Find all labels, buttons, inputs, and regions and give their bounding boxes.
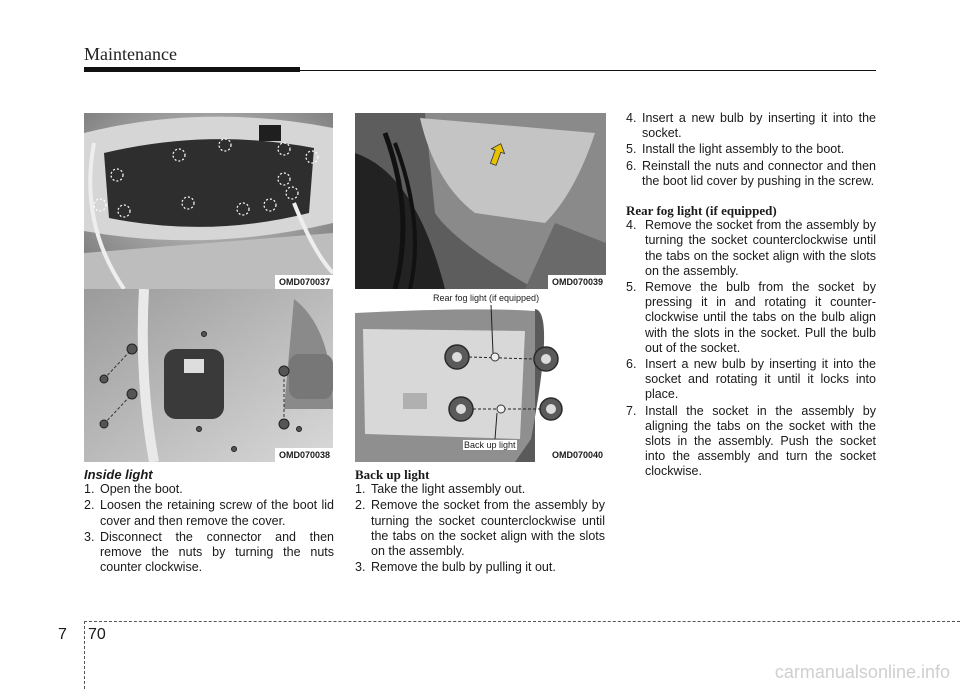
- list-item: [84, 482, 334, 497]
- step-number: 2.: [355, 498, 366, 513]
- list-item: [626, 111, 876, 141]
- inside-light-section: [84, 467, 334, 576]
- list-item: [626, 280, 876, 356]
- right-column-section: [626, 111, 876, 481]
- step-number: 4.: [626, 218, 637, 233]
- figure-boot-lid: [84, 113, 333, 289]
- back-up-light-section: [355, 467, 605, 576]
- list-item: [84, 498, 334, 528]
- header-rule-thick: [84, 67, 300, 72]
- list-item: [626, 404, 876, 480]
- step-text: Disconnect the connector and then remove the nuts by turning the nuts counter clockwise.: [100, 529, 334, 575]
- list-item: [84, 530, 334, 576]
- rear-lamp-illustration: [355, 289, 606, 462]
- step-text: Reinstall the nuts and connector and then the boot lid cover by pushing in the screw.: [642, 158, 876, 188]
- step-number: 2.: [84, 498, 95, 513]
- light-assembly-illustration: [355, 113, 606, 289]
- watermark: carmanualsonline.info: [774, 662, 950, 682]
- section-heading: Rear fog light (if equipped): [626, 203, 777, 219]
- figure-rear-lamp-sockets: [355, 289, 606, 462]
- step-number: 7.: [626, 403, 637, 418]
- footer-divider: [84, 621, 85, 689]
- step-text: Install the socket in the assembly by aligning the tabs on the socket with the slots in the assembly. Push the socket into the assembly and turn the socket clockwise.: [645, 403, 876, 479]
- list-item: [626, 218, 876, 279]
- figure-light-assembly: [355, 113, 606, 289]
- figure-code: OMD070038: [275, 448, 333, 462]
- list-item: [355, 560, 605, 575]
- header-rule-thin: [300, 70, 876, 71]
- section-heading: Inside light: [84, 467, 153, 482]
- step-number: 6.: [626, 357, 637, 372]
- figure-code: OMD070039: [548, 275, 606, 289]
- step-number: 5.: [626, 142, 637, 157]
- step-text: Loosen the retaining screw of the boot lid cover and then remove the cover.: [100, 498, 334, 528]
- step-number: 5.: [626, 280, 637, 295]
- boot-lid-illustration: [84, 113, 333, 289]
- step-text: Remove the bulb from the socket by pressing it in and rotating it counter-clockwise until the tabs on the bulb align with the slots in the socket. Pull the bulb out of the socket.: [645, 280, 876, 355]
- callout-fog-light: Rear fog light (if equipped): [433, 293, 540, 303]
- page-number: 70: [88, 626, 106, 643]
- chapter-number: 7: [58, 626, 67, 643]
- list-item: [626, 159, 876, 189]
- section-heading: Back up light: [355, 467, 430, 482]
- list-item: [626, 142, 876, 157]
- list-item: [355, 498, 605, 559]
- inner-panel-illustration: [84, 289, 333, 462]
- step-number: 3.: [84, 529, 95, 544]
- step-number: 6.: [626, 158, 637, 173]
- footer-rule: [84, 621, 960, 622]
- list-item: [355, 482, 605, 497]
- step-number: 1.: [355, 482, 366, 497]
- section-title: Maintenance: [84, 44, 177, 64]
- figure-code: OMD070037: [275, 275, 333, 289]
- step-text: Remove the bulb by pulling it out.: [371, 560, 556, 575]
- callout-back-up-light: Back up light: [464, 440, 516, 450]
- figure-inner-panel: [84, 289, 333, 462]
- step-text: Remove the socket from the assembly by turning the socket counterclockwise until the tabs on the socket align with the slots on the assembly.: [371, 498, 605, 559]
- step-text: Take the light assembly out.: [371, 482, 526, 497]
- step-text: Open the boot.: [100, 482, 183, 497]
- step-text: Insert a new bulb by inserting it into the socket.: [642, 111, 876, 141]
- step-text: Install the light assembly to the boot.: [642, 142, 845, 157]
- step-number: 1.: [84, 482, 95, 497]
- step-number: 4.: [626, 111, 637, 125]
- step-text: Insert a new bulb by inserting it into the socket and rotating it until it locks into place.: [645, 357, 876, 402]
- step-text: Remove the socket from the assembly by turning the socket counterclockwise until the tabs on the socket align with the slots on the assembly.: [645, 218, 876, 278]
- step-number: 3.: [355, 560, 366, 575]
- list-item: [626, 357, 876, 403]
- figure-code: OMD070040: [548, 448, 606, 462]
